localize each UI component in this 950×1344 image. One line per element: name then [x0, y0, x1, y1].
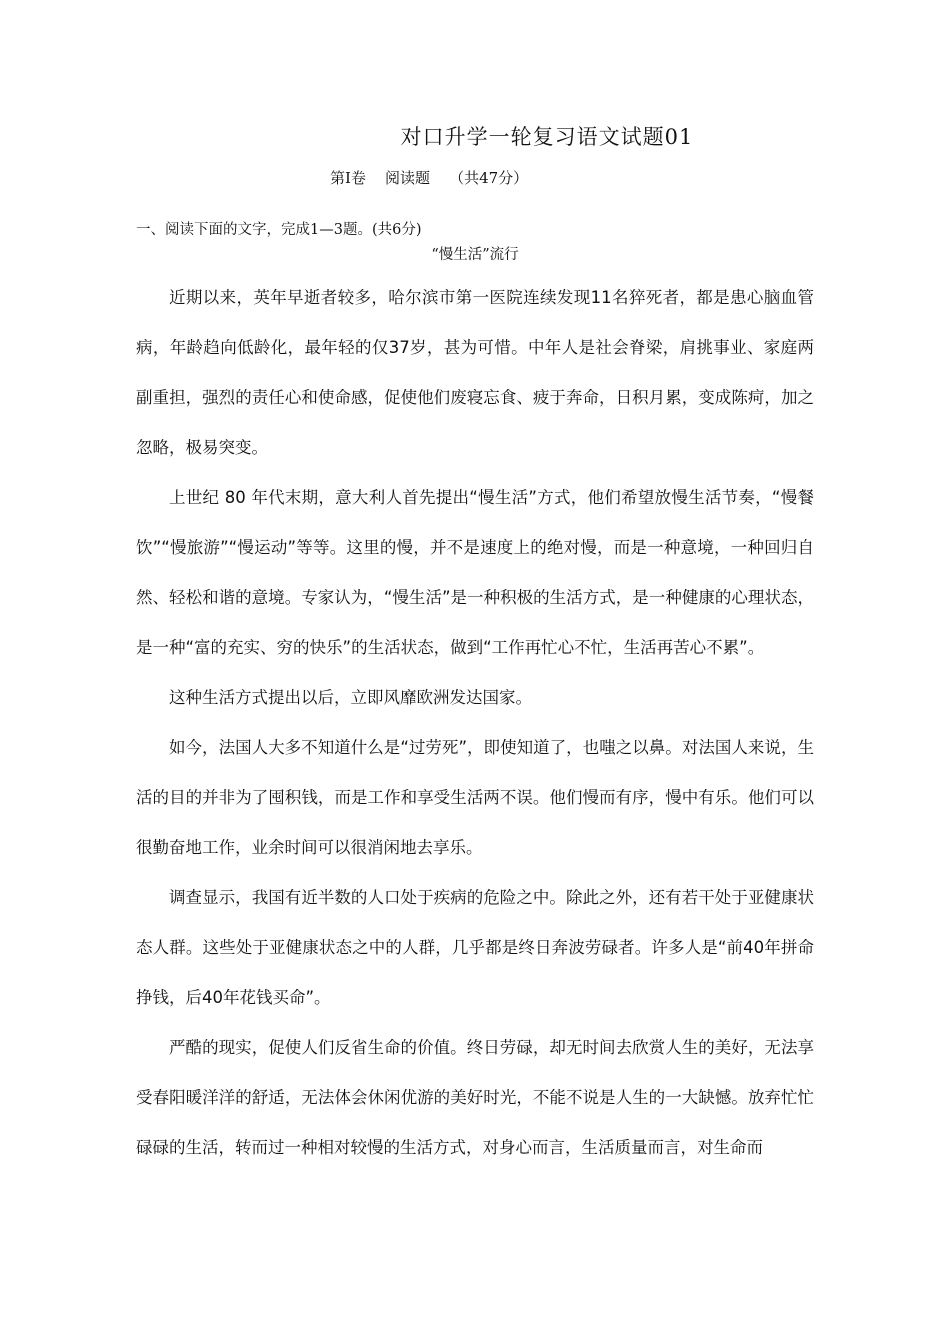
question-instruction: 一、阅读下面的文字，完成1—3题。(共6分) — [136, 222, 422, 238]
paragraph: 严酷的现实，促使人们反省生命的价值。终日劳碌，却无时间去欣赏人生的美好，无法享受春阳暖洋洋的舒适，无法体会休闲优游的美好时光，不能不说是人生的一大缺憾。放弃忙忙碌碌的生活，转而过一种相对较慢的生活方式，对身心而言，生活质量而言，对生命而 — [136, 1038, 814, 1157]
section-heading: 第Ⅰ卷 阅读题 （共47分） — [330, 169, 529, 187]
paragraph: 近期以来，英年早逝者较多，哈尔滨市第一医院连续发现11名猝死者，都是患心脑血管病，年龄趋向低龄化，最年轻的仅37岁，甚为可惜。中年人是社会脊梁，肩挑事业、家庭两副重担，强烈的责任心和使命感，促使他们废寝忘食、疲于奔命，日积月累，变成陈疴，加之忽略，极易突变。 — [136, 288, 814, 457]
paragraph: 如今，法国人大多不知道什么是“过劳死”，即使知道了，也嗤之以鼻。对法国人来说，生活的目的并非为了囤积钱，而是工作和享受生活两不误。他们慢而有序，慢中有乐。他们可以很勤奋地工作，业余时间可以很消闲地去享乐。 — [136, 738, 814, 857]
passage-title: “慢生活”流行 — [431, 247, 519, 263]
paragraph: 调查显示，我国有近半数的人口处于疾病的危险之中。除此之外，还有若干处于亚健康状态人群。这些处于亚健康状态之中的人群，几乎都是终日奔波劳碌者。许多人是“前40年拼命挣钱，后40年花钱买命”。 — [136, 888, 814, 1007]
paragraph: 这种生活方式提出以后，立即风靡欧洲发达国家。 — [169, 688, 532, 707]
passage-body — [136, 273, 814, 1173]
paragraph: 上世纪 80 年代末期，意大利人首先提出“慢生活”方式，他们希望放慢生活节奏，“慢餐饮”“慢旅游”“慢运动”等等。这里的慢，并不是速度上的绝对慢，而是一种意境，一种回归自然、轻松和谐的意境。专家认为，“慢生活”是一种积极的生活方式，是一种健康的心理状态，是一种“富的充实、穷的快乐”的生活状态，做到“工作再忙心不忙，生活再苦心不累”。 — [136, 488, 814, 657]
document-title: 对口升学一轮复习语文试题01 — [400, 125, 694, 149]
